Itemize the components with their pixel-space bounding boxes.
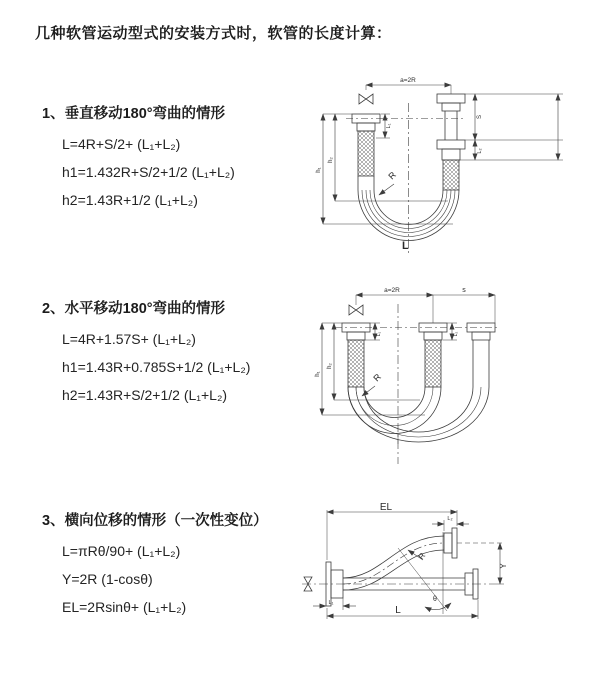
dim-label-l1: L₁ <box>328 600 334 606</box>
middle-pipe-assembly <box>419 323 447 387</box>
formula-line: EL=2Rsinθ+ (L₁+L₂) <box>62 599 187 615</box>
hose-u-original <box>348 387 441 434</box>
dim-label-l1: L₁ <box>376 331 382 337</box>
dim-label-l2: L₂ <box>477 148 483 154</box>
dim-label-h2: h₂ <box>327 363 333 369</box>
dim-label-h1: h₁ <box>315 371 321 377</box>
diagram-lateral-displacement <box>300 500 600 665</box>
displaced-flange <box>444 528 457 558</box>
formula-line: h2=1.43R+1/2 (L₁+L₂) <box>62 192 198 208</box>
braid-hatch <box>348 340 364 387</box>
dim-label-l: L <box>395 605 401 616</box>
section-3 <box>42 511 268 621</box>
dim-label-l1: L₁ <box>386 123 392 129</box>
left-pipe-assembly <box>352 114 380 190</box>
section-3-heading: 3、横向位移的情形（一次性变位） <box>42 513 268 529</box>
formula-line: Y=2R (1-cosθ) <box>62 571 153 587</box>
right-pipe-assembly <box>437 94 465 190</box>
dim-label-el: EL <box>379 502 393 513</box>
radius-leader <box>379 184 394 195</box>
section-1 <box>42 104 235 214</box>
theta-angle-arc <box>425 603 451 610</box>
formula-line: h2=1.43R+S/2+1/2 (L₁+L₂) <box>62 387 228 403</box>
dim-label-h2: h₂ <box>328 157 334 163</box>
braid-hatch <box>358 131 374 176</box>
section-1-formulas <box>62 130 235 214</box>
hose-u-bend <box>358 190 459 241</box>
dim-label-a2r: a=2R <box>384 287 400 294</box>
dim-label-l2: L₂ <box>453 331 459 337</box>
formula-line: L=4R+S/2+ (L₁+L₂) <box>62 136 181 152</box>
left-pipe-assembly <box>342 323 370 387</box>
dim-label-h1: h₁ <box>316 167 322 173</box>
section-2 <box>42 299 250 409</box>
radius-label: R <box>416 551 428 562</box>
page-title: 几种软管运动型式的安装方式时，软管的长度计算： <box>35 25 392 42</box>
diagram-vertical-180-bend <box>308 68 592 260</box>
braid-hatch <box>425 340 441 387</box>
dim-label-s: s <box>462 287 466 294</box>
radius-label: R <box>371 371 384 384</box>
formula-line: L=4R+1.57S+ (L₁+L₂) <box>62 331 196 347</box>
radius-label: R <box>386 169 399 182</box>
hose-displaced-position <box>343 536 444 590</box>
dim-label-a2r: a=2R <box>400 77 416 84</box>
section-3-formulas <box>62 537 268 621</box>
valve-icon <box>359 94 373 104</box>
length-label: L <box>402 240 409 252</box>
dim-label-l2: L₂ <box>447 516 453 522</box>
section-1-heading: 1、垂直移动180°弯曲的情形 <box>42 106 226 122</box>
section-2-heading: 2、水平移动180°弯曲的情形 <box>42 301 226 317</box>
valve-icon <box>349 305 363 315</box>
right-pipe-assembly <box>467 323 495 387</box>
hose-u-moved <box>348 387 489 442</box>
dim-label-y: Y <box>499 563 508 569</box>
dim-label-s: S <box>477 114 483 120</box>
formula-line: h1=1.432R+S/2+1/2 (L₁+L₂) <box>62 164 235 180</box>
section-2-formulas <box>62 325 250 409</box>
diagram-horizontal-180-bend <box>305 282 595 478</box>
formula-line: L=πRθ/90+ (L₁+L₂) <box>62 543 181 559</box>
braid-hatch <box>443 160 459 190</box>
formula-line: h1=1.43R+0.785S+1/2 (L₁+L₂) <box>62 359 251 375</box>
theta-label: θ <box>433 596 437 603</box>
